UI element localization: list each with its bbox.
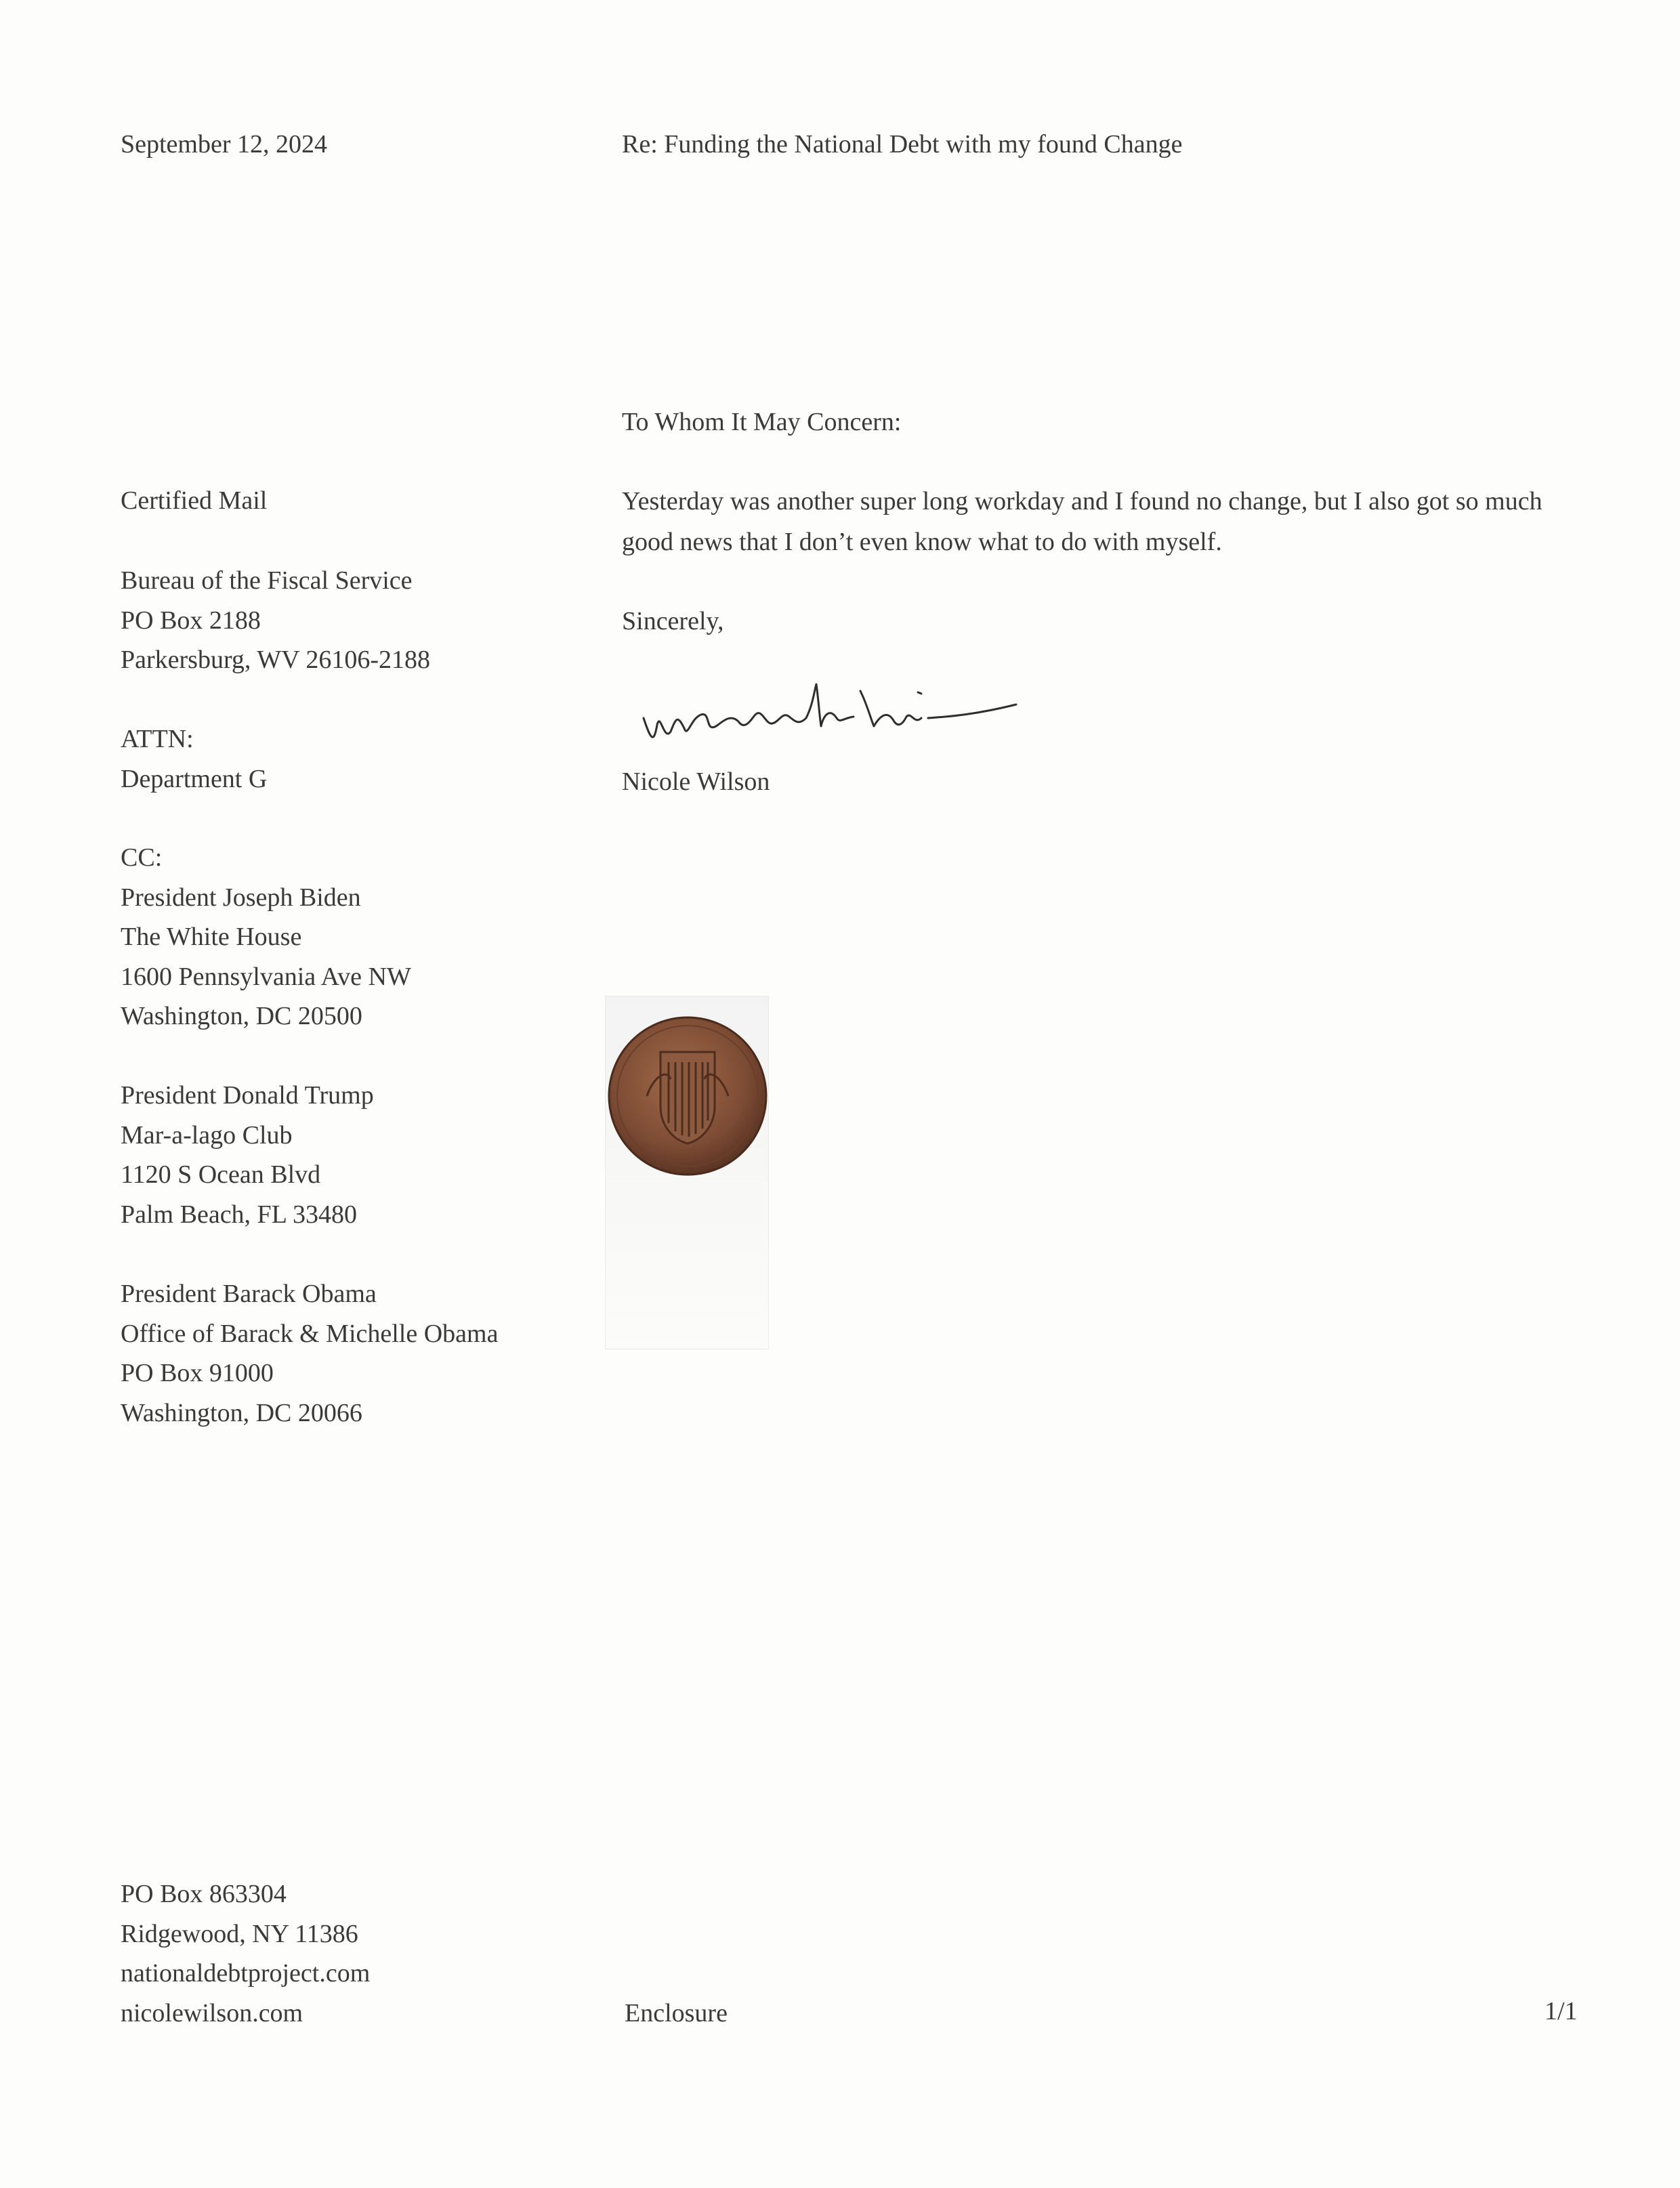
signer-name: Nicole Wilson (622, 767, 770, 796)
sender-line: PO Box 863304 (121, 1880, 287, 1908)
cc-line: PO Box 91000 (121, 1359, 274, 1387)
penny-coin-icon (606, 1015, 769, 1177)
mail-method: Certified Mail (121, 486, 268, 515)
cc-label: CC: (121, 843, 163, 872)
cc-line: 1120 S Ocean Blvd (121, 1160, 321, 1189)
attn-department: Department G (121, 764, 268, 793)
cc-line: President Donald Trump (121, 1081, 374, 1110)
cc-line: Palm Beach, FL 33480 (121, 1200, 357, 1229)
letter-date: September 12, 2024 (121, 130, 328, 159)
letter-greeting: To Whom It May Concern: (622, 408, 902, 436)
recipient-line: PO Box 2188 (121, 606, 261, 635)
cc-line: Mar-a-lago Club (121, 1120, 293, 1150)
recipient-line: Bureau of the Fiscal Service (121, 566, 413, 595)
cc-line: Washington, DC 20500 (121, 1002, 362, 1030)
sender-line: Ridgewood, NY 11386 (121, 1919, 358, 1948)
recipient-line: Parkersburg, WV 26106-2188 (121, 646, 431, 674)
page-number: 1/1 (1545, 1997, 1578, 2025)
cc-block-3 (121, 1274, 498, 1433)
cc-line: President Joseph Biden (121, 883, 361, 912)
sender-address (121, 1874, 370, 2033)
enclosure-note: Enclosure (625, 1999, 728, 2027)
sender-website[interactable]: nicolewilson.com (121, 1998, 303, 2027)
cc-line: Office of Barack & Michelle Obama (121, 1319, 499, 1348)
cc-line: 1600 Pennsylvania Ave NW (121, 962, 411, 991)
recipient-address (121, 561, 430, 680)
letter-subject: Re: Funding the National Debt with my found Change (622, 130, 1183, 159)
letter-closing: Sincerely, (622, 607, 724, 635)
sender-website[interactable]: nationaldebtproject.com (121, 1959, 371, 1987)
cc-block (121, 838, 411, 1036)
letter-body: Yesterday was another super long workday and I found no change, but I also got so much good news that I don’t even know what to do with myself. (622, 487, 1542, 556)
cc-line: The White House (121, 923, 302, 951)
attn-label: ATTN: (121, 725, 194, 753)
attn-block (121, 719, 267, 799)
cc-block-2 (121, 1076, 374, 1234)
cc-line: Washington, DC 20066 (121, 1398, 362, 1427)
cc-line: President Barack Obama (121, 1280, 377, 1308)
handwritten-signature (637, 677, 1030, 759)
